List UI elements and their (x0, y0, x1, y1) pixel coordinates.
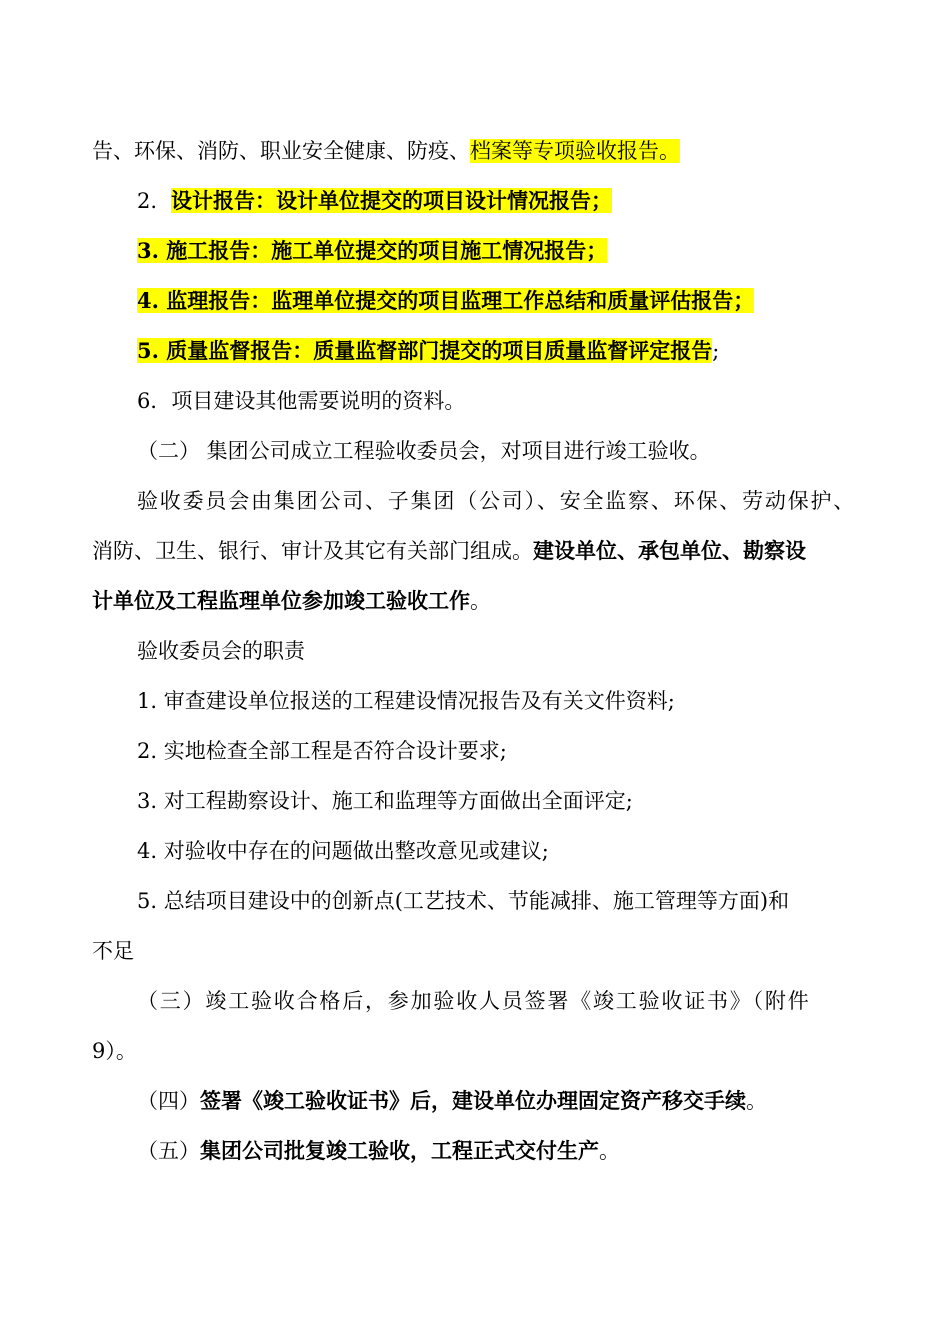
list-item-quality-report (137, 338, 950, 364)
bold-text: 计单位及工程监理单位参加竣工验收工作 (92, 588, 470, 613)
bold-text: 集团公司批复竣工验收，工程正式交付生产 (200, 1138, 599, 1163)
list-number: 2. (137, 189, 158, 213)
highlighted-bold-text: 3. 施工报告：施工单位提交的项目施工情况报告； (137, 238, 608, 263)
bold-text: 建设单位、承包单位、勘察设 (533, 538, 806, 563)
paragraph-line (92, 138, 950, 164)
text-span: 不足 (92, 939, 134, 963)
text-span: 告、环保、消防、职业安全健康、防疫、 (92, 139, 470, 163)
text-span: 验收委员会的职责 (137, 639, 305, 663)
paragraph-line (92, 938, 950, 964)
text-span: 验收委员会由集团公司、子集团（公司）、安全监察、环保、劳动保护、 (137, 489, 857, 513)
list-item (137, 788, 950, 814)
text-span: 2. 实地检查全部工程是否符合设计要求; (137, 739, 507, 763)
list-item-other-materials (137, 388, 950, 414)
highlighted-bold-text: 5. 质量监督报告：质量监督部门提交的项目质量监督评定报告 (137, 338, 713, 363)
text-span: 。 (746, 1089, 767, 1113)
section-heading-4 (137, 1088, 950, 1114)
list-item (137, 688, 950, 714)
list-item (137, 838, 950, 864)
paragraph-line (92, 1038, 950, 1064)
text-span: 9）。 (92, 1039, 137, 1063)
section-heading-2 (137, 438, 950, 464)
section-heading-5 (137, 1138, 950, 1164)
text-span: 。 (470, 589, 491, 613)
highlighted-text: 档案等专项验收报告。 (470, 139, 680, 163)
list-item-supervision-report (137, 288, 950, 314)
text-span: 1. 审查建设单位报送的工程建设情况报告及有关文件资料; (137, 689, 675, 713)
paragraph-line (92, 588, 950, 614)
paragraph-line (137, 488, 950, 514)
section-heading-3 (137, 988, 950, 1014)
text-span: 6．项目建设其他需要说明的资料。 (137, 389, 466, 413)
subheading (137, 638, 950, 664)
text-span: （二） 集团公司成立工程验收委员会，对项目进行竣工验收。 (137, 439, 711, 463)
text-span: 3. 对工程勘察设计、施工和监理等方面做出全面评定; (137, 789, 633, 813)
highlighted-bold-text: 设计报告：设计单位提交的项目设计情况报告； (171, 188, 613, 213)
list-item (137, 738, 950, 764)
paragraph-line (92, 538, 950, 564)
bold-text: 签署《竣工验收证书》后，建设单位办理固定资产移交手续 (200, 1088, 746, 1113)
text-span: （四） (137, 1089, 200, 1113)
list-item-construction-report (137, 238, 950, 264)
text-span: （三）竣工验收合格后，参加验收人员签署《竣工验收证书》（附件 (137, 989, 811, 1013)
text-span: 5. 总结项目建设中的创新点(工艺技术、节能减排、施工管理等方面)和 (137, 889, 790, 913)
text-span: 。 (599, 1139, 620, 1163)
text-span: 消防、卫生、银行、审计及其它有关部门组成。 (92, 539, 533, 563)
text-span: （五） (137, 1139, 200, 1163)
highlighted-bold-text: 4. 监理报告：监理单位提交的项目监理工作总结和质量评估报告； (137, 288, 755, 313)
list-item-design-report (137, 188, 950, 214)
text-span: ; (712, 339, 720, 363)
text-span: 4. 对验收中存在的问题做出整改意见或建议; (137, 839, 549, 863)
list-item (137, 888, 950, 914)
